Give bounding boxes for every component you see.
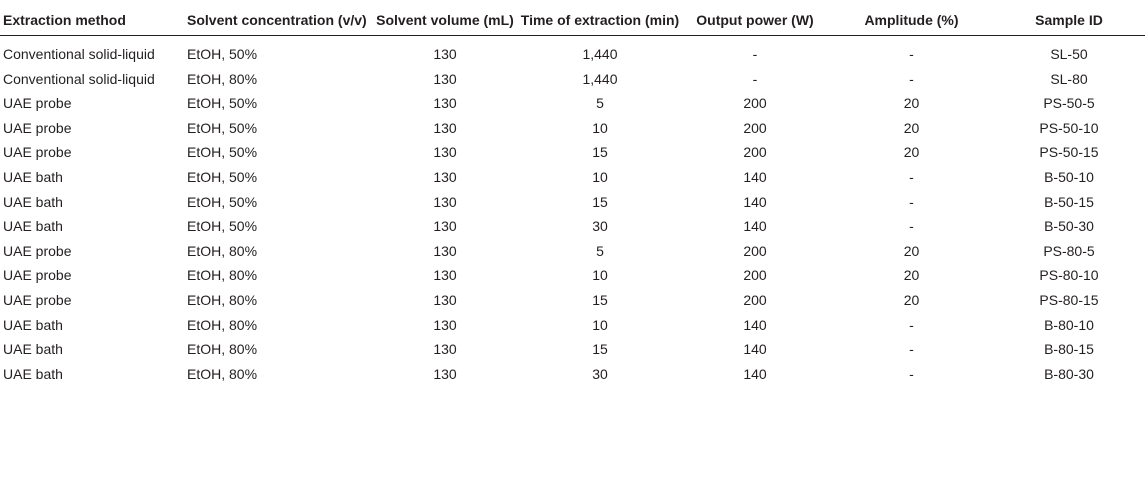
cell-output-power: 200 xyxy=(743,267,767,284)
table-header xyxy=(0,0,1145,36)
table-row xyxy=(0,91,1145,116)
cell-amplitude: - xyxy=(909,218,914,235)
cell-amplitude: 20 xyxy=(903,144,920,161)
cell-solvent-concentration: EtOH, 80% xyxy=(187,70,258,87)
cell-sample-id: B-80-10 xyxy=(1044,316,1094,333)
cell-sample-id: PS-80-10 xyxy=(1039,267,1099,284)
cell-extraction-method: Conventional solid-liquid xyxy=(3,70,155,87)
cell-time-of-extraction: 15 xyxy=(592,193,608,210)
cell-solvent-volume: 130 xyxy=(433,218,457,235)
header-solvent-volume: Solvent volume (mL) xyxy=(376,12,514,28)
table-row xyxy=(0,337,1145,362)
cell-amplitude: 20 xyxy=(903,119,920,136)
cell-time-of-extraction: 30 xyxy=(592,365,608,382)
cell-amplitude: 20 xyxy=(903,291,920,308)
cell-output-power: - xyxy=(752,46,758,62)
cell-solvent-volume: 130 xyxy=(433,365,457,382)
cell-extraction-method: Conventional solid-liquid xyxy=(3,46,155,62)
cell-solvent-volume: 130 xyxy=(433,46,457,62)
cell-amplitude: - xyxy=(909,168,914,185)
cell-extraction-method: UAE probe xyxy=(3,267,72,284)
cell-sample-id: SL-80 xyxy=(1050,70,1088,87)
header-amplitude: Amplitude (%) xyxy=(864,12,959,28)
cell-time-of-extraction: 10 xyxy=(592,168,608,185)
cell-solvent-volume: 130 xyxy=(433,119,457,136)
table-row xyxy=(0,264,1145,289)
cell-amplitude: - xyxy=(909,365,914,382)
cell-amplitude: - xyxy=(909,46,914,62)
header-time-of-extraction: Time of extraction (min) xyxy=(520,12,680,28)
cell-output-power: 140 xyxy=(743,168,767,185)
cell-solvent-concentration: EtOH, 80% xyxy=(187,365,258,382)
cell-solvent-volume: 130 xyxy=(433,70,457,87)
cell-output-power: 140 xyxy=(743,316,767,333)
cell-sample-id: PS-80-15 xyxy=(1039,291,1099,308)
header-extraction-method: Extraction method xyxy=(3,12,126,28)
cell-sample-id: B-80-30 xyxy=(1044,365,1094,382)
cell-solvent-concentration: EtOH, 50% xyxy=(187,46,258,62)
cell-output-power: 200 xyxy=(743,291,767,308)
cell-solvent-volume: 130 xyxy=(433,193,457,210)
cell-extraction-method: UAE bath xyxy=(3,316,63,333)
cell-extraction-method: UAE probe xyxy=(3,119,72,136)
cell-sample-id: B-80-15 xyxy=(1044,341,1094,358)
cell-solvent-concentration: EtOH, 80% xyxy=(187,267,258,284)
cell-amplitude: 20 xyxy=(903,242,920,259)
cell-extraction-method: UAE probe xyxy=(3,95,72,112)
header-output-power: Output power (W) xyxy=(696,12,814,28)
cell-time-of-extraction: 10 xyxy=(592,267,608,284)
cell-output-power: 200 xyxy=(743,144,767,161)
cell-sample-id: B-50-30 xyxy=(1044,218,1094,235)
cell-extraction-method: UAE bath xyxy=(3,218,63,235)
cell-solvent-volume: 130 xyxy=(433,144,457,161)
cell-solvent-volume: 130 xyxy=(433,95,457,112)
cell-solvent-concentration: EtOH, 50% xyxy=(187,144,258,161)
cell-time-of-extraction: 5 xyxy=(596,242,604,259)
cell-output-power: 200 xyxy=(743,242,767,259)
cell-solvent-concentration: EtOH, 80% xyxy=(187,291,258,308)
header-solvent-concentration: Solvent concentration (v/v) xyxy=(187,12,367,28)
table-row xyxy=(0,239,1145,264)
cell-extraction-method: UAE bath xyxy=(3,365,63,382)
cell-time-of-extraction: 10 xyxy=(592,316,608,333)
cell-sample-id: B-50-15 xyxy=(1044,193,1094,210)
table-row xyxy=(0,313,1145,338)
header-sample-id: Sample ID xyxy=(1035,12,1103,28)
cell-solvent-concentration: EtOH, 80% xyxy=(187,316,258,333)
cell-extraction-method: UAE bath xyxy=(3,193,63,210)
table-row xyxy=(0,214,1145,239)
cell-solvent-concentration: EtOH, 80% xyxy=(187,242,258,259)
cell-time-of-extraction: 10 xyxy=(592,119,608,136)
table-row xyxy=(0,288,1145,313)
cell-solvent-volume: 130 xyxy=(433,316,457,333)
cell-amplitude: - xyxy=(909,193,914,210)
cell-time-of-extraction: 1,440 xyxy=(582,46,618,62)
cell-output-power: 140 xyxy=(743,341,767,358)
cell-solvent-concentration: EtOH, 50% xyxy=(187,193,258,210)
cell-solvent-volume: 130 xyxy=(433,291,457,308)
cell-output-power: 200 xyxy=(743,95,767,112)
cell-sample-id: PS-50-10 xyxy=(1039,119,1099,136)
cell-solvent-concentration: EtOH, 80% xyxy=(187,341,258,358)
table-row xyxy=(0,116,1145,141)
cell-output-power: 140 xyxy=(743,193,767,210)
cell-amplitude: - xyxy=(909,341,914,358)
cell-extraction-method: UAE probe xyxy=(3,242,72,259)
cell-extraction-method: UAE bath xyxy=(3,341,63,358)
cell-solvent-volume: 130 xyxy=(433,242,457,259)
header-row xyxy=(0,0,1145,36)
table-row xyxy=(0,362,1145,387)
cell-solvent-concentration: EtOH, 50% xyxy=(187,119,258,136)
cell-amplitude: 20 xyxy=(903,267,920,284)
cell-output-power: 200 xyxy=(743,119,767,136)
cell-solvent-concentration: EtOH, 50% xyxy=(187,95,258,112)
cell-sample-id: PS-50-15 xyxy=(1039,144,1099,161)
cell-time-of-extraction: 1,440 xyxy=(582,70,618,87)
cell-sample-id: B-50-10 xyxy=(1044,168,1094,185)
cell-output-power: 140 xyxy=(743,218,767,235)
table-body xyxy=(0,36,1145,387)
table-row xyxy=(0,190,1145,215)
cell-time-of-extraction: 15 xyxy=(592,144,608,161)
table-row xyxy=(0,165,1145,190)
cell-solvent-volume: 130 xyxy=(433,168,457,185)
table-row xyxy=(0,141,1145,166)
cell-sample-id: PS-50-5 xyxy=(1043,95,1095,112)
cell-sample-id: PS-80-5 xyxy=(1043,242,1095,259)
cell-amplitude: - xyxy=(909,70,914,87)
cell-time-of-extraction: 30 xyxy=(592,218,608,235)
table-row xyxy=(0,36,1145,67)
cell-time-of-extraction: 15 xyxy=(592,341,608,358)
cell-solvent-concentration: EtOH, 50% xyxy=(187,168,258,185)
cell-extraction-method: UAE probe xyxy=(3,291,72,308)
cell-output-power: 140 xyxy=(743,365,767,382)
cell-solvent-volume: 130 xyxy=(433,267,457,284)
cell-amplitude: 20 xyxy=(903,95,920,112)
cell-solvent-volume: 130 xyxy=(433,341,457,358)
cell-extraction-method: UAE bath xyxy=(3,168,63,185)
cell-time-of-extraction: 5 xyxy=(596,95,604,112)
table-row xyxy=(0,67,1145,92)
cell-time-of-extraction: 15 xyxy=(592,291,608,308)
cell-amplitude: - xyxy=(909,316,914,333)
cell-output-power: - xyxy=(752,70,758,87)
cell-extraction-method: UAE probe xyxy=(3,144,72,161)
cell-solvent-concentration: EtOH, 50% xyxy=(187,218,258,235)
cell-sample-id: SL-50 xyxy=(1050,46,1088,62)
